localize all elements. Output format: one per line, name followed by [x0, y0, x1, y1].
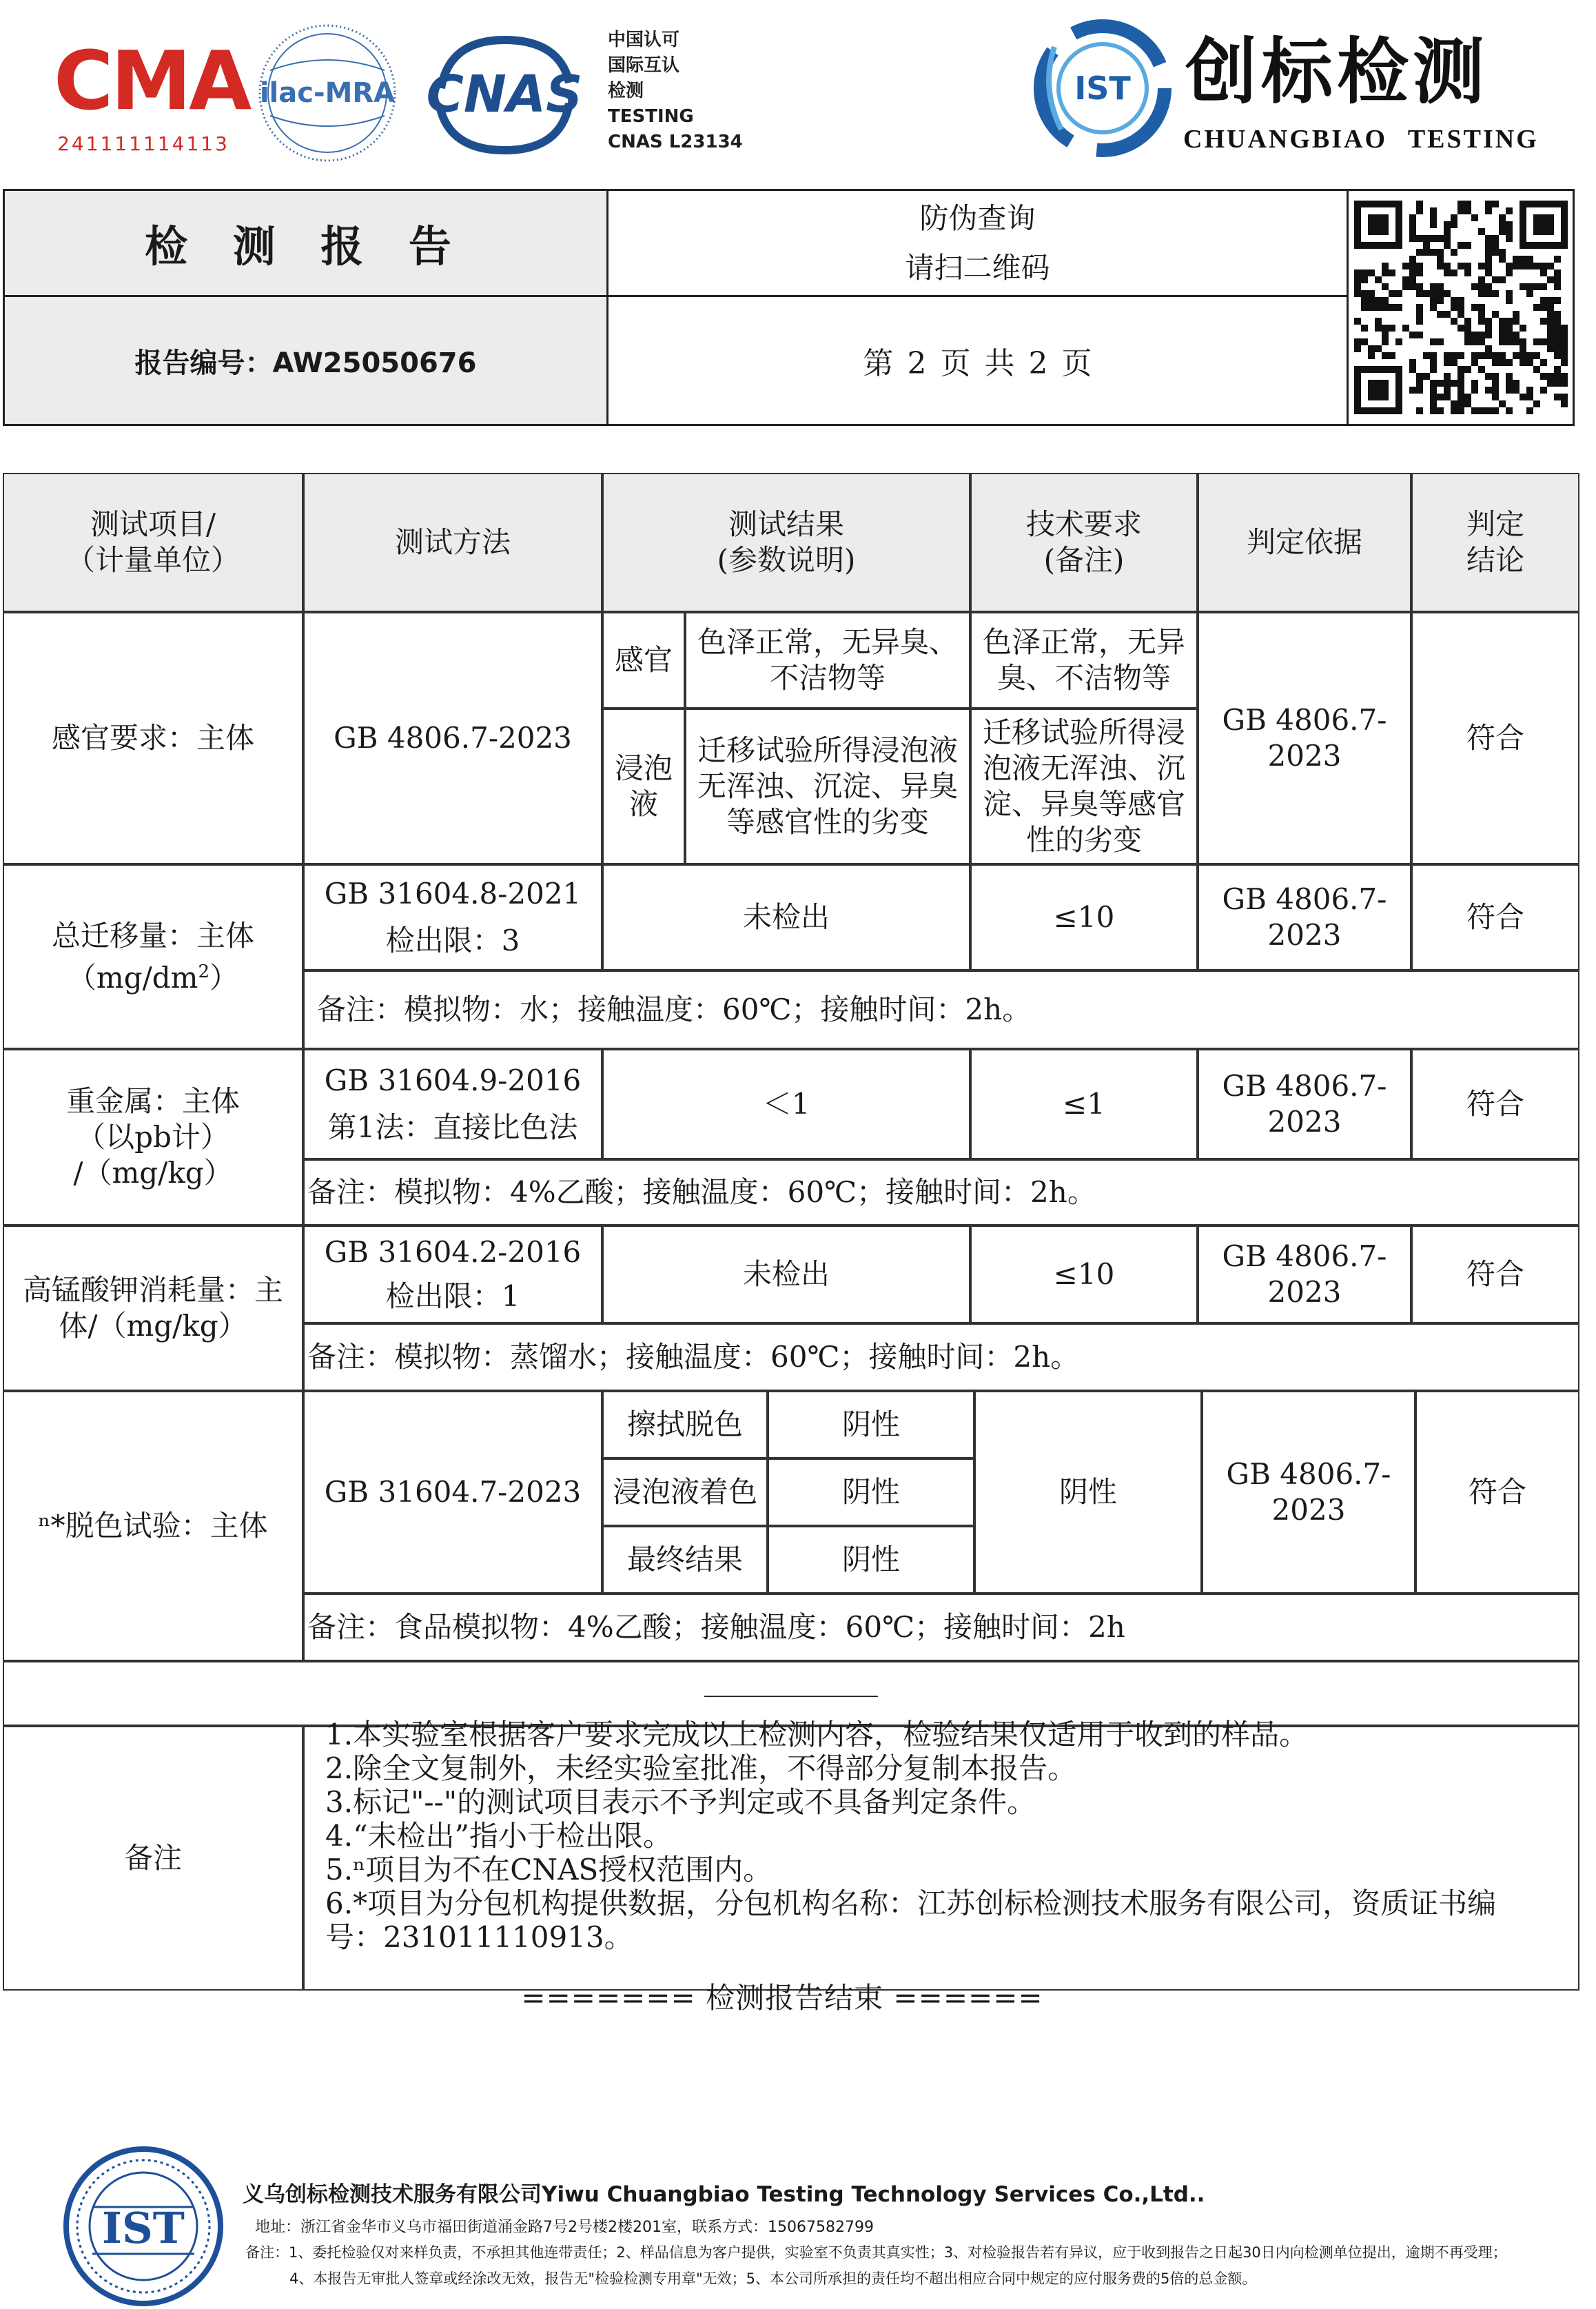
remark-line: 6.*项目为分包机构提供数据，分包机构名称：江苏创标检测技术服务有限公司，资质证书编 [325, 1886, 1497, 1920]
unit-text: （mg/dm [67, 960, 198, 995]
method-text: 检出限：3 [385, 924, 520, 957]
cnas-logo [422, 34, 587, 156]
sensory-sub-label: 感官 [602, 612, 685, 709]
kmno4-conclusion: 符合 [1411, 1225, 1579, 1323]
migration-method [303, 864, 602, 970]
unit-text: ） [209, 960, 239, 995]
kmno4-method [303, 1225, 602, 1323]
item-text: 总迁移量：主体 [51, 918, 254, 953]
remark-line: 4.“未检出”指小于检出限。 [325, 1819, 673, 1853]
header-text: (备注) [1043, 543, 1125, 577]
decolor-sub-label: 擦拭脱色 [602, 1391, 768, 1458]
footer-note: 备注：1、委托检验仅对来样负责，不承担其他连带责任；2、样品信息为客户提供，实验室不负责其真实性；3、对检验报告若有异议，应于收到报告之日起30日内向检测单位提出，逾期不再受理； [245, 2244, 1507, 2261]
decolor-sub-value: 阴性 [768, 1458, 974, 1526]
header-test-item [3, 473, 303, 612]
kmno4-item [3, 1225, 303, 1391]
header-basis: 判定依据 [1198, 473, 1411, 612]
heavy-metal-basis: GB 4806.7-2023 [1198, 1049, 1411, 1159]
page-number: 第 2 页 共 2 页 [608, 297, 1349, 424]
decolor-requirement: 阴性 [974, 1391, 1202, 1594]
cnas-line: CNAS L23134 [608, 132, 743, 152]
heavy-metal-item [3, 1049, 303, 1225]
item-text: 高锰酸钾消耗量：主 [22, 1273, 283, 1307]
method-text: GB 31604.2-2016 [324, 1235, 582, 1269]
sensory-basis: GB 4806.7-2023 [1198, 612, 1411, 864]
qr-code[interactable] [1349, 191, 1573, 424]
header-conclusion [1411, 473, 1579, 612]
ist-seal-logo [61, 2144, 226, 2309]
remark-line: 5.ⁿ项目为不在CNAS授权范围内。 [325, 1853, 773, 1886]
qr-code-image [1354, 201, 1568, 414]
sensory-sub-requirement: 色泽正常，无异臭、不洁物等 [970, 612, 1198, 709]
migration-item [3, 864, 303, 1049]
heavy-metal-result: ＜1 [602, 1049, 970, 1159]
method-text: GB 31604.8-2021 [324, 877, 582, 911]
sensory-method: GB 4806.7-2023 [303, 612, 602, 864]
header-text: (参数说明) [717, 543, 856, 577]
item-unit [68, 954, 238, 996]
remark-line: 3.标记"--"的测试项目表示不予判定或不具备判定条件。 [325, 1785, 1036, 1819]
cnas-line: 检测 [608, 81, 644, 101]
cma-number: 241111114113 [57, 132, 229, 155]
item-text: 体/（mg/kg） [59, 1309, 247, 1343]
header-test-result [602, 473, 970, 612]
cnas-logo-text: CNAS [426, 65, 583, 124]
heavy-metal-note: 备注：模拟物：4%乙酸；接触温度：60℃；接触时间：2h。 [303, 1159, 1579, 1225]
brand-name-cn: 创标检测 [1185, 30, 1489, 114]
decolor-method: GB 31604.7-2023 [303, 1391, 602, 1594]
footer-address: 地址：浙江省金华市义乌市福田街道涌金路7号2号楼2楼201室，联系方式：15067582799 [255, 2219, 874, 2236]
remark-line: 号：231011110913。 [325, 1920, 633, 1954]
decolor-sub-label: 浸泡液着色 [602, 1458, 768, 1526]
method-text: 检出限：1 [385, 1279, 520, 1313]
method-text: 第1法：直接比色法 [327, 1110, 578, 1144]
sensory-conclusion: 符合 [1411, 612, 1579, 864]
remark-line: 2.除全文复制外，未经实验室批准，不得部分复制本报告。 [325, 1751, 1077, 1785]
item-text: /（mg/kg） [73, 1156, 233, 1190]
cma-logo-text: CMA [54, 33, 249, 128]
anti-fake-line: 防伪查询 [919, 201, 1036, 235]
remarks-label: 备注 [3, 1726, 303, 1991]
cnas-line: 中国认可 [608, 30, 680, 50]
header-test-method: 测试方法 [303, 473, 602, 612]
footer-note: 4、本报告无审批人签章或经涂改无效，报告无"检验检测专用章"无效；5、本公司所承担的责任均不超出相应合同中规定的应付服务费的5倍的总金额。 [289, 2270, 1257, 2287]
ilac-mra-logo [256, 22, 398, 164]
seal-text: IST [102, 2203, 185, 2253]
migration-basis: GB 4806.7-2023 [1198, 864, 1411, 970]
kmno4-result: 未检出 [602, 1225, 970, 1323]
anti-fake-line: 请扫二维码 [905, 250, 1050, 285]
decolor-conclusion: 符合 [1415, 1391, 1579, 1594]
sensory-sub-result: 色泽正常，无异臭、不洁物等 [685, 612, 970, 709]
soak-sub-result: 迁移试验所得浸泡液无浑浊、沉淀、异臭等感官性的劣变 [685, 709, 970, 864]
migration-result: 未检出 [602, 864, 970, 970]
cma-logo [54, 29, 249, 155]
migration-note: 备注：模拟物：水；接触温度：60℃；接触时间：2h。 [303, 970, 1579, 1049]
report-title: 检 测 报 告 [5, 191, 608, 297]
header-text: 结论 [1466, 543, 1524, 577]
migration-conclusion: 符合 [1411, 864, 1579, 970]
sensory-item: 感官要求：主体 [3, 612, 303, 864]
header-text: 测试结果 [728, 507, 844, 541]
heavy-metal-conclusion: 符合 [1411, 1049, 1579, 1159]
kmno4-note: 备注：模拟物：蒸馏水；接触温度：60℃；接触时间：2h。 [303, 1323, 1579, 1391]
item-text: 重金属：主体 [65, 1084, 240, 1118]
migration-requirement: ≤10 [970, 864, 1198, 970]
ilac-logo-text: ilac-MRA [259, 77, 396, 109]
header-text: 判定 [1466, 507, 1524, 541]
item-text: （以pb计） [76, 1120, 229, 1154]
ist-logo-text: IST [1074, 70, 1131, 107]
anti-fake-query [608, 191, 1349, 297]
cnas-mutual-recognition [608, 28, 746, 155]
table-separator: ____________ [3, 1661, 1579, 1726]
decolor-basis: GB 4806.7-2023 [1202, 1391, 1415, 1594]
footer-company: 义乌创标检测技术服务有限公司Yiwu Chuangbiao Testing Technology Services Co.,Ltd.. [243, 2182, 1205, 2207]
cnas-line: 国际互认 [608, 55, 680, 76]
brand-name-en: CHUANGBIAO TESTING [1183, 125, 1539, 154]
soak-sub-label: 浸泡液 [602, 709, 685, 864]
report-end-marker: ======= 检测报告结束 ====== [521, 1981, 1043, 2015]
decolor-item: ⁿ*脱色试验：主体 [3, 1391, 303, 1661]
decolor-note: 备注：食品模拟物：4%乙酸；接触温度：60℃；接触时间：2h [303, 1594, 1579, 1661]
kmno4-basis: GB 4806.7-2023 [1198, 1225, 1411, 1323]
header-text: （计量单位） [65, 543, 240, 577]
heavy-metal-requirement: ≤1 [970, 1049, 1198, 1159]
decolor-sub-label: 最终结果 [602, 1526, 768, 1594]
report-number: 报告编号：AW25050676 [5, 297, 608, 424]
report-header [3, 189, 1575, 426]
soak-sub-requirement: 迁移试验所得浸泡液无浑浊、沉淀、异臭等感官性的劣变 [970, 709, 1198, 864]
remarks-list [325, 1718, 1524, 1954]
kmno4-requirement: ≤10 [970, 1225, 1198, 1323]
cnas-line: TESTING [608, 106, 694, 127]
decolor-sub-value: 阴性 [768, 1391, 974, 1458]
header-text: 测试项目/ [90, 507, 216, 541]
heavy-metal-method [303, 1049, 602, 1159]
header-requirement [970, 473, 1198, 612]
header-text: 技术要求 [1025, 507, 1142, 541]
method-text: GB 31604.9-2016 [324, 1064, 582, 1097]
ist-logo [1034, 19, 1172, 157]
remark-line: 1.本实验室根据客户要求完成以上检测内容，检验结果仅适用于收到的样品。 [325, 1718, 1309, 1751]
unit-superscript: 2 [198, 961, 210, 982]
decolor-sub-value: 阴性 [768, 1526, 974, 1594]
